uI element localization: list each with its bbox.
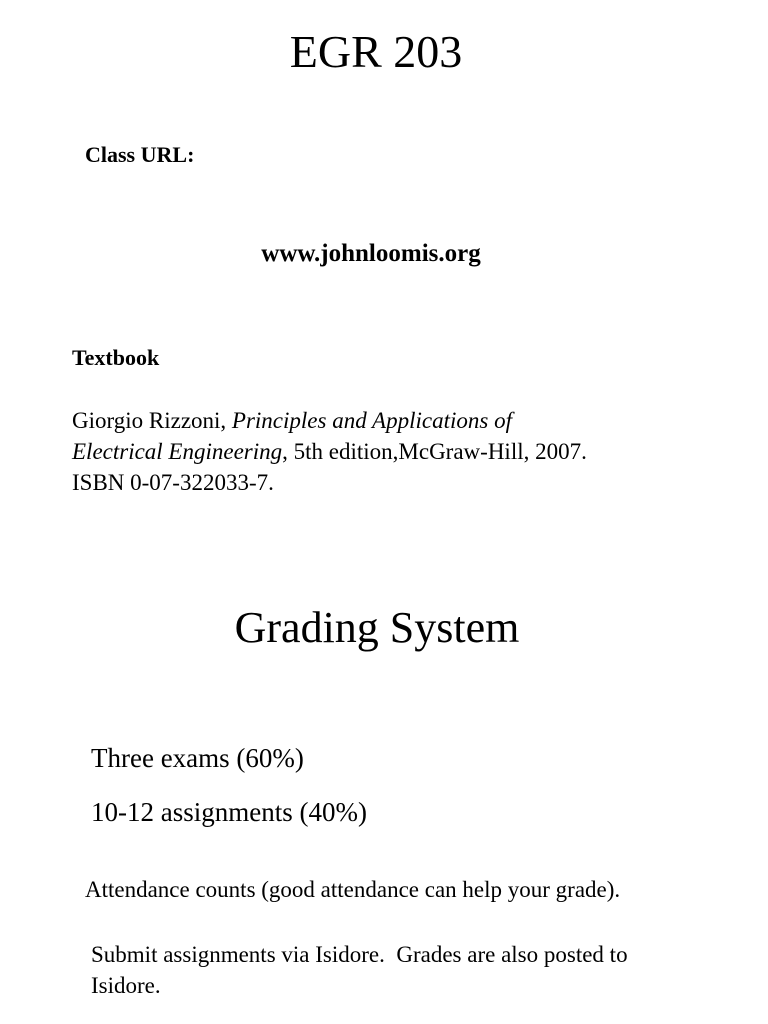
class-url-label: Class URL: [85,142,195,167]
submit-note-line-2: Isidore. [91,973,161,998]
grading-section-title: Grading System [234,603,520,652]
submit-note [91,939,628,1001]
citation-line-1 [72,405,587,436]
textbook-heading: Textbook [72,345,160,370]
page-title: EGR 203 [289,26,463,77]
citation-title-part2: Electrical Engineering [72,439,283,464]
textbook-citation [72,405,587,498]
citation-author: Giorgio Rizzoni, [72,408,232,433]
grading-item-exams: Three exams (60%) [91,743,304,773]
grading-item-assignments: 10-12 assignments (40%) [91,797,367,827]
citation-details: , 5th edition,McGraw-Hill, 2007. [282,439,587,464]
citation-title-part1: Principles and Applications of [231,408,512,433]
citation-line-2 [72,436,587,467]
submit-note-line-1: Submit assignments via Isidore. Grades are also posted to [91,942,628,967]
attendance-note: Attendance counts (good attendance can help your grade). [85,877,621,902]
class-url-link[interactable]: www.johnloomis.org [261,240,481,267]
citation-isbn: ISBN 0-07-322033-7. [72,470,274,495]
